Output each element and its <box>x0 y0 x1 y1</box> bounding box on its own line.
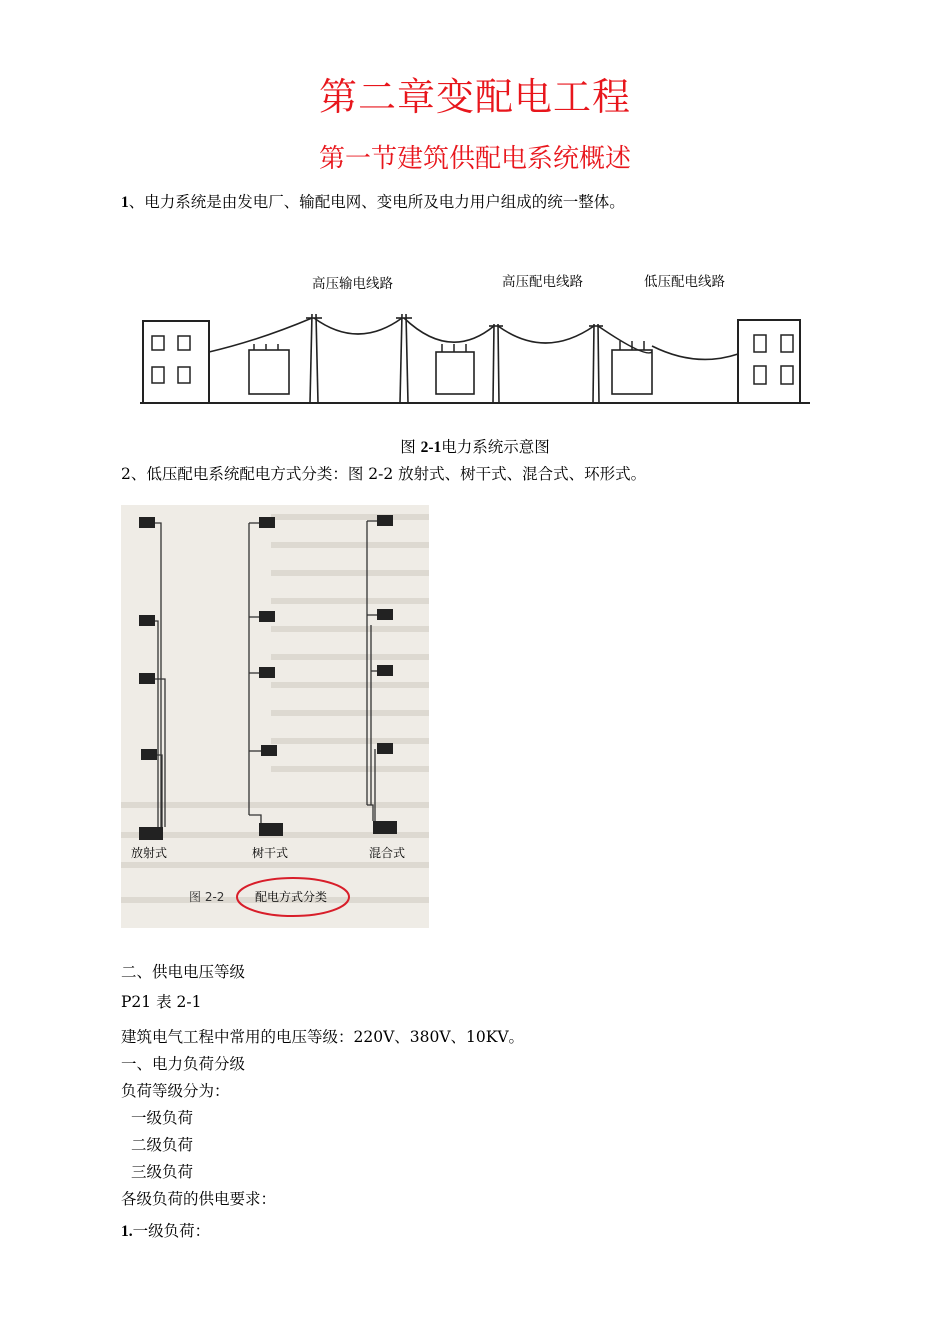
section-title: 第一节建筑供配电系统概述 <box>318 144 631 174</box>
load-level-2: 二级负荷 <box>131 1136 194 1154</box>
user-building <box>738 320 800 403</box>
chapter-title: 第二章变配电工程 <box>318 75 631 119</box>
point-2: 2、低压配电系统配电方式分类：图 2-2 放射式、树干式、混合式、环形式。 <box>121 465 647 483</box>
first-level-number: 1. <box>121 1223 133 1240</box>
voltage-heading: 二、供电电压等级 <box>121 963 246 981</box>
point-1 <box>121 192 625 213</box>
figure-crop-mask <box>140 420 810 434</box>
point-1-text: 、电力系统是由发电厂、输配电网、变电所及电力用户组成的统一整体。 <box>128 193 625 211</box>
label-radial: 放射式 <box>131 846 168 860</box>
load-intro: 负荷等级分为： <box>121 1082 230 1100</box>
power-system-diagram <box>140 262 810 430</box>
supply-requirements: 各级负荷的供电要求： <box>121 1190 277 1208</box>
figure-2-2-title: 配电方式分类 <box>255 890 328 904</box>
caption-number: 2-1 <box>420 439 442 456</box>
load-heading: 一、电力负荷分级 <box>121 1055 246 1073</box>
label-hv-transmission: 高压输电线路 <box>312 276 393 292</box>
caption-prefix: 图 <box>400 438 421 456</box>
label-mixed: 混合式 <box>369 846 406 860</box>
transformer-3 <box>612 341 652 394</box>
label-lv-distribution: 低压配电线路 <box>644 274 725 290</box>
load-level-3: 三级负荷 <box>131 1163 194 1181</box>
caption-text: 电力系统示意图 <box>441 438 550 456</box>
first-level-load-heading <box>121 1221 210 1242</box>
figure-2-2-number: 图 2-2 <box>189 890 225 904</box>
load-level-1: 一级负荷 <box>131 1109 194 1127</box>
label-trunk: 树干式 <box>252 846 289 860</box>
transformer-2 <box>436 344 474 394</box>
table-reference: P21 表 2-1 <box>121 993 202 1011</box>
mixed-boxes <box>373 515 397 834</box>
distribution-modes-figure <box>121 505 429 928</box>
power-plant-building <box>143 321 209 403</box>
label-hv-distribution: 高压配电线路 <box>502 274 583 290</box>
point-1-number: 1 <box>121 194 129 211</box>
transformer-1 <box>249 344 289 394</box>
first-level-text: 一级负荷： <box>132 1222 211 1240</box>
trunk-boxes <box>259 517 283 836</box>
figure-2-1-caption <box>0 437 950 458</box>
voltage-levels: 建筑电气工程中常用的电压等级：220V、380V、10KV。 <box>121 1028 525 1046</box>
